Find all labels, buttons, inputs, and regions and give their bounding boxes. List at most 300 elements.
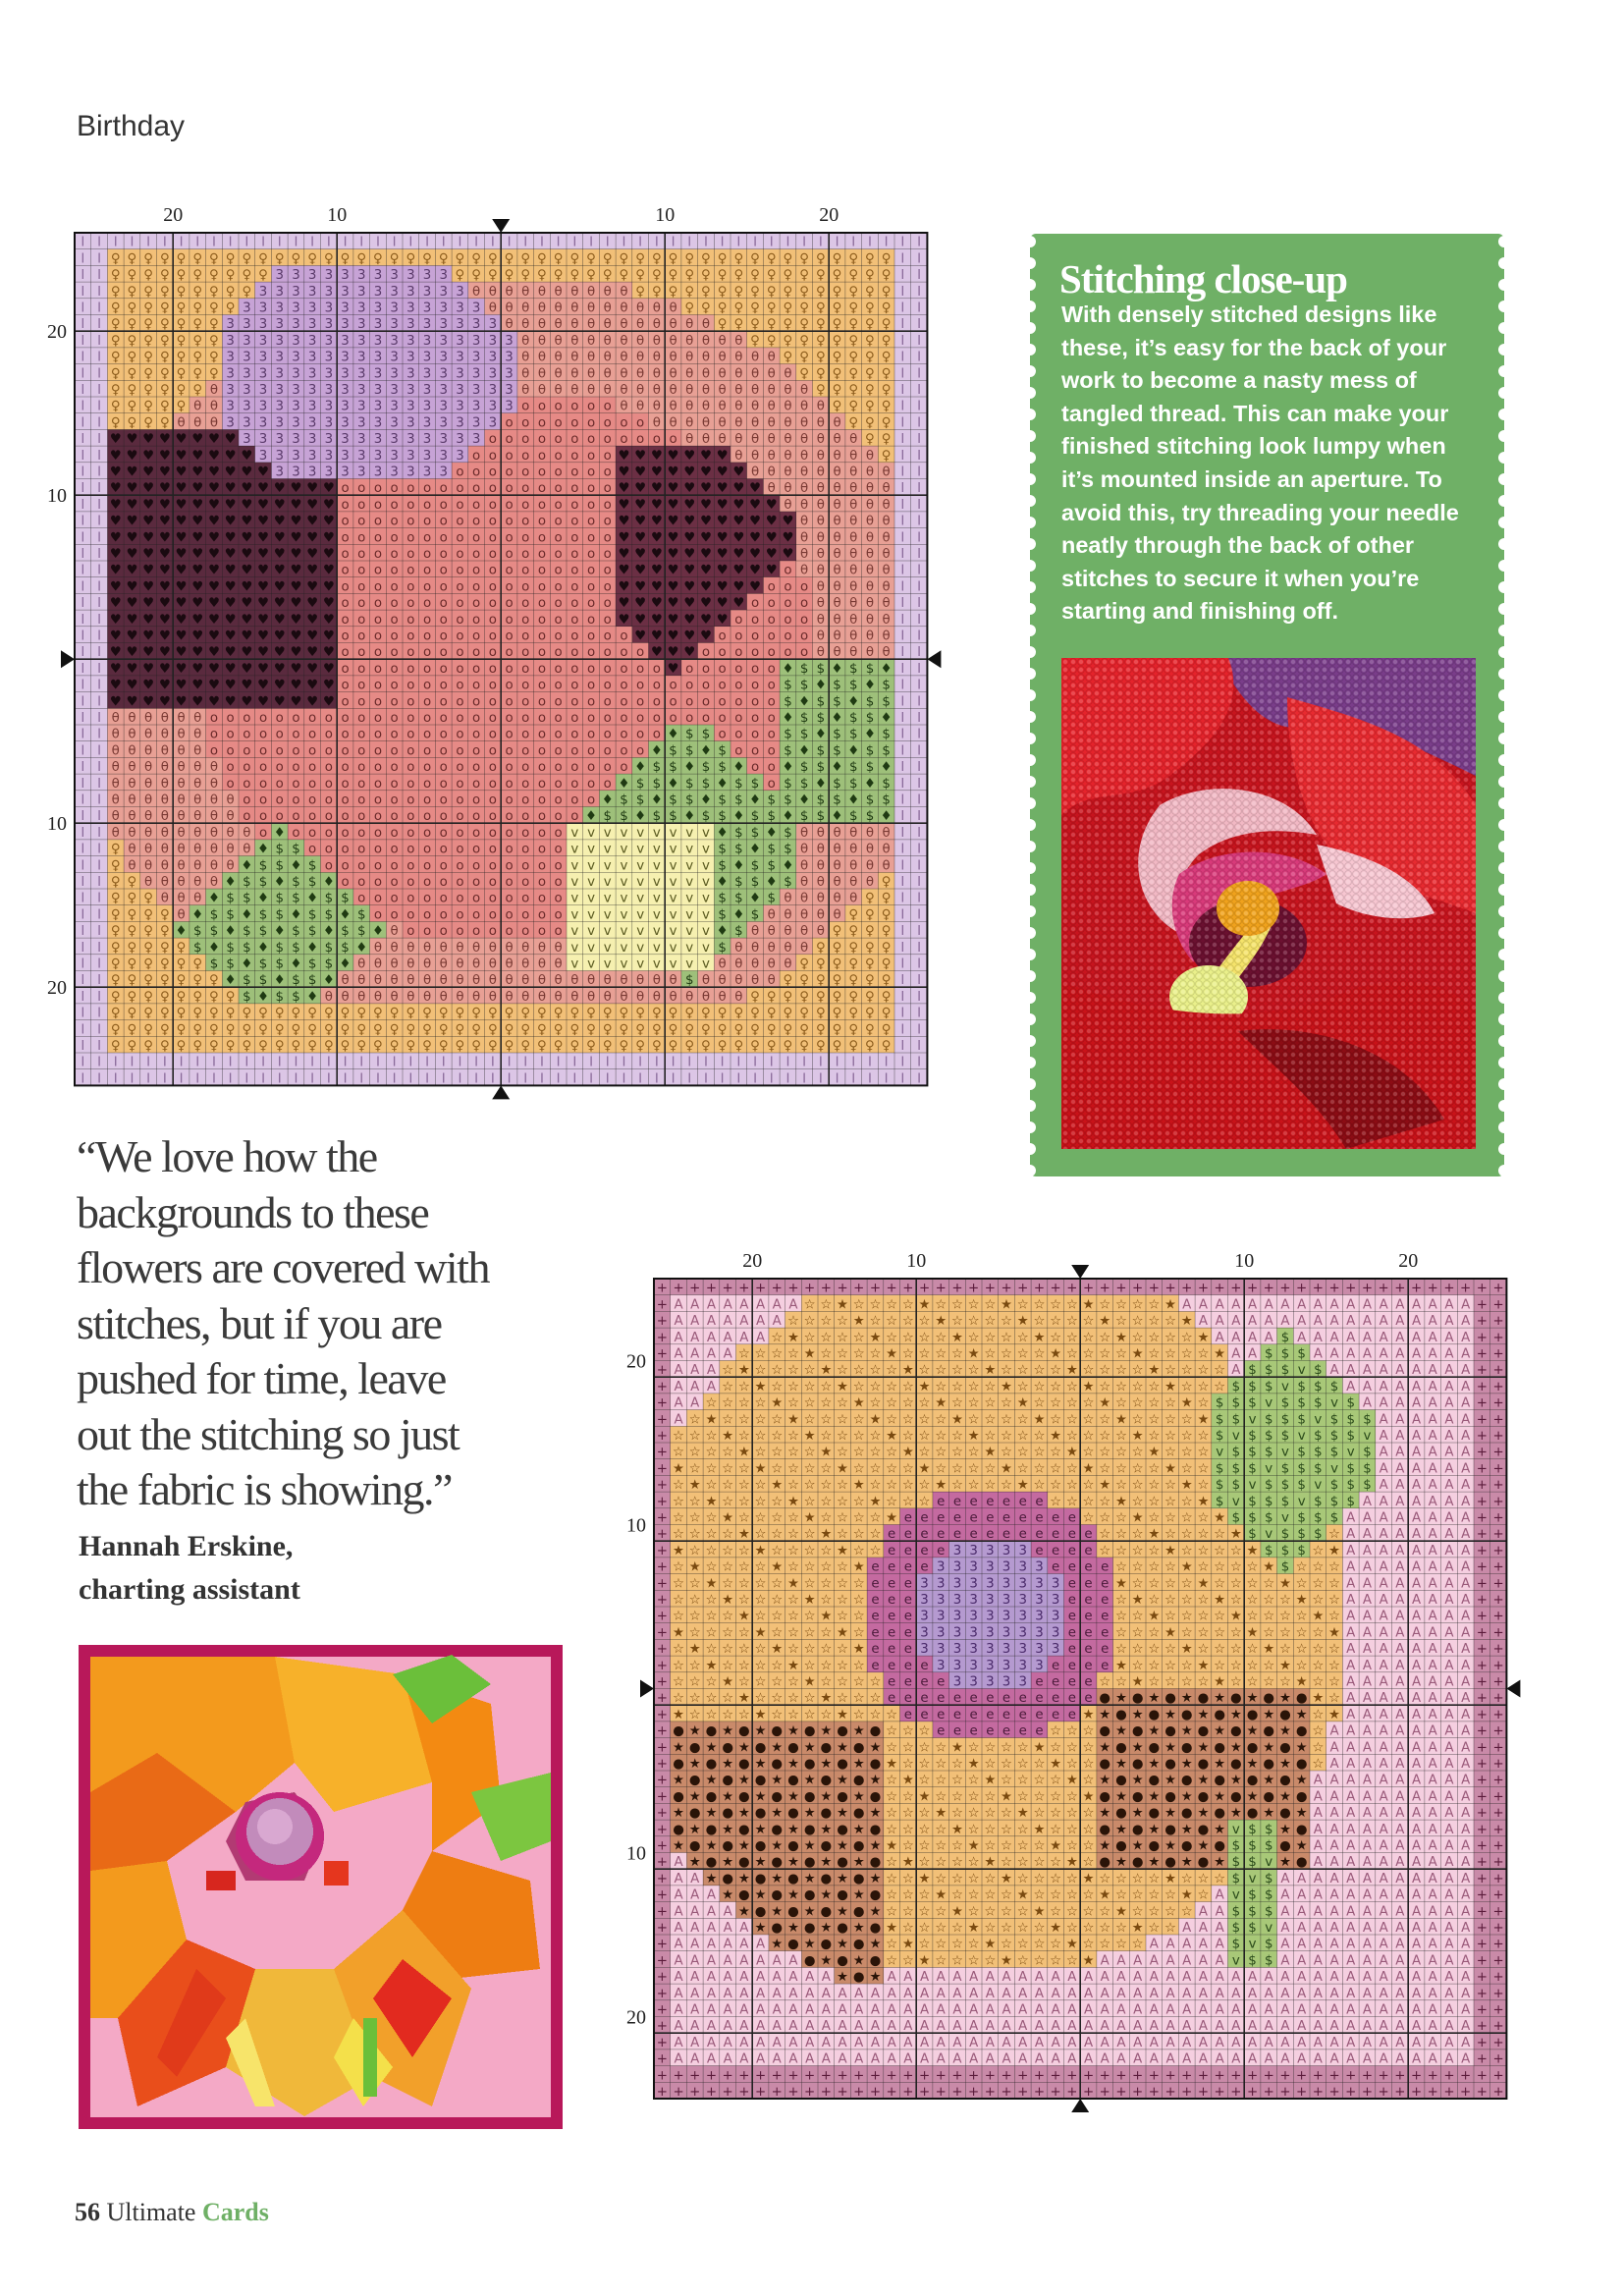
svg-text:o: o bbox=[226, 760, 235, 776]
svg-text:o: o bbox=[537, 629, 547, 644]
svg-text:I: I bbox=[900, 301, 905, 316]
svg-text:♀: ♀ bbox=[733, 284, 744, 300]
svg-text:♀: ♀ bbox=[783, 251, 793, 267]
svg-text:o: o bbox=[456, 842, 464, 857]
svg-text:o: o bbox=[390, 760, 399, 776]
svg-text:o: o bbox=[439, 481, 448, 497]
svg-text:o: o bbox=[488, 465, 497, 480]
svg-text:θ: θ bbox=[505, 284, 514, 300]
top-tick-label: 10 bbox=[906, 1250, 927, 1272]
svg-text:♥: ♥ bbox=[175, 629, 188, 644]
svg-text:o: o bbox=[505, 793, 514, 808]
closeup-photo-art bbox=[1061, 658, 1476, 1149]
svg-text:o: o bbox=[603, 514, 612, 529]
svg-text:3: 3 bbox=[324, 284, 334, 300]
svg-text:♥: ♥ bbox=[306, 530, 319, 546]
svg-text:♥: ♥ bbox=[158, 661, 171, 677]
svg-text:o: o bbox=[341, 661, 350, 677]
svg-text:I: I bbox=[917, 465, 922, 480]
svg-text:v: v bbox=[652, 842, 661, 857]
svg-text:θ: θ bbox=[865, 530, 875, 546]
svg-text:♀: ♀ bbox=[865, 301, 875, 316]
svg-text:3: 3 bbox=[439, 465, 448, 480]
svg-text:♥: ♥ bbox=[224, 546, 237, 562]
svg-text:o: o bbox=[456, 891, 464, 906]
svg-text:θ: θ bbox=[882, 842, 891, 857]
svg-text:$: $ bbox=[849, 727, 858, 742]
svg-text:$: $ bbox=[799, 710, 809, 726]
svg-text:♀: ♀ bbox=[881, 399, 892, 414]
closeup-line: avoid this, try threading your needle bbox=[1061, 499, 1459, 525]
svg-text:I: I bbox=[408, 235, 413, 250]
svg-text:o: o bbox=[406, 727, 415, 742]
svg-text:o: o bbox=[537, 694, 547, 710]
svg-text:$: $ bbox=[307, 924, 317, 940]
svg-text:♀: ♀ bbox=[733, 301, 744, 316]
svg-text:♥: ♥ bbox=[683, 497, 696, 513]
svg-text:$: $ bbox=[635, 776, 645, 792]
svg-text:o: o bbox=[341, 809, 350, 825]
svg-text:♥: ♥ bbox=[273, 563, 286, 578]
svg-text:o: o bbox=[258, 760, 268, 776]
svg-text:o: o bbox=[456, 661, 464, 677]
svg-text:o: o bbox=[521, 415, 530, 431]
svg-text:o: o bbox=[341, 678, 350, 693]
svg-text:o: o bbox=[390, 563, 399, 578]
svg-text:♥: ♥ bbox=[290, 579, 302, 595]
svg-text:θ: θ bbox=[865, 546, 875, 562]
svg-text:♥: ♥ bbox=[191, 448, 204, 464]
svg-text:o: o bbox=[554, 793, 563, 808]
svg-text:♥: ♥ bbox=[306, 546, 319, 562]
svg-text:o: o bbox=[701, 661, 711, 677]
svg-text:o: o bbox=[767, 776, 776, 792]
svg-text:θ: θ bbox=[586, 301, 596, 316]
svg-text:o: o bbox=[472, 891, 481, 906]
svg-text:o: o bbox=[439, 727, 448, 742]
svg-text:I: I bbox=[81, 645, 85, 661]
svg-text:o: o bbox=[718, 629, 727, 644]
svg-text:♥: ♥ bbox=[749, 546, 762, 562]
svg-text:♀: ♀ bbox=[865, 317, 875, 333]
svg-text:I: I bbox=[900, 579, 905, 595]
svg-text:♥: ♥ bbox=[191, 678, 204, 693]
closeup-line: neatly through the back of other bbox=[1061, 532, 1415, 559]
svg-text:o: o bbox=[603, 497, 612, 513]
svg-text:θ: θ bbox=[669, 317, 677, 333]
svg-text:θ: θ bbox=[177, 825, 186, 841]
svg-text:θ: θ bbox=[521, 301, 530, 316]
svg-text:3: 3 bbox=[488, 382, 498, 398]
svg-text:o: o bbox=[472, 596, 481, 612]
svg-text:o: o bbox=[521, 645, 530, 661]
svg-text:o: o bbox=[439, 776, 448, 792]
svg-text:♥: ♥ bbox=[290, 497, 302, 513]
svg-text:o: o bbox=[406, 891, 415, 906]
svg-text:o: o bbox=[570, 415, 579, 431]
svg-text:o: o bbox=[357, 612, 366, 628]
svg-text:♥: ♥ bbox=[306, 629, 319, 644]
svg-text:$: $ bbox=[635, 793, 645, 808]
svg-text:o: o bbox=[472, 874, 481, 890]
svg-text:♦: ♦ bbox=[863, 776, 876, 792]
svg-text:♦: ♦ bbox=[667, 727, 679, 742]
svg-text:I: I bbox=[802, 235, 807, 250]
svg-text:I: I bbox=[835, 235, 839, 250]
svg-text:o: o bbox=[390, 891, 399, 906]
svg-text:θ: θ bbox=[160, 874, 169, 890]
svg-text:3: 3 bbox=[422, 333, 432, 349]
svg-text:θ: θ bbox=[784, 366, 792, 382]
svg-text:o: o bbox=[537, 842, 547, 857]
svg-text:o: o bbox=[767, 727, 776, 742]
svg-text:♀: ♀ bbox=[783, 333, 793, 349]
svg-text:3: 3 bbox=[456, 301, 464, 316]
svg-text:♥: ♥ bbox=[142, 596, 155, 612]
svg-text:3: 3 bbox=[390, 465, 399, 480]
svg-text:o: o bbox=[554, 874, 563, 890]
svg-text:♦: ♦ bbox=[716, 924, 729, 940]
svg-text:θ: θ bbox=[849, 629, 858, 644]
svg-text:o: o bbox=[422, 793, 432, 808]
svg-text:♥: ♥ bbox=[683, 629, 696, 644]
svg-text:I: I bbox=[917, 710, 922, 726]
svg-text:3: 3 bbox=[275, 268, 284, 284]
svg-text:θ: θ bbox=[160, 793, 169, 808]
svg-text:♀: ♀ bbox=[487, 268, 498, 284]
svg-text:♀: ♀ bbox=[832, 366, 842, 382]
svg-text:θ: θ bbox=[800, 858, 809, 874]
svg-text:3: 3 bbox=[439, 350, 448, 365]
svg-text:θ: θ bbox=[537, 350, 547, 365]
svg-text:♀: ♀ bbox=[865, 382, 875, 398]
svg-text:I: I bbox=[900, 825, 905, 841]
svg-text:θ: θ bbox=[554, 284, 563, 300]
svg-text:3: 3 bbox=[307, 268, 317, 284]
closeup-line: finished stitching look lumpy when bbox=[1061, 433, 1446, 460]
svg-text:θ: θ bbox=[537, 333, 547, 349]
svg-text:o: o bbox=[570, 678, 579, 693]
svg-text:θ: θ bbox=[849, 825, 858, 841]
svg-text:o: o bbox=[685, 710, 694, 726]
svg-text:θ: θ bbox=[767, 448, 776, 464]
svg-text:♀: ♀ bbox=[602, 268, 613, 284]
svg-text:o: o bbox=[422, 596, 432, 612]
svg-text:3: 3 bbox=[456, 399, 464, 414]
svg-text:♀: ♀ bbox=[865, 399, 875, 414]
svg-text:I: I bbox=[900, 612, 905, 628]
svg-text:♀: ♀ bbox=[291, 251, 301, 267]
svg-text:♦: ♦ bbox=[880, 661, 893, 677]
svg-text:o: o bbox=[767, 661, 776, 677]
svg-text:θ: θ bbox=[865, 612, 875, 628]
svg-text:θ: θ bbox=[816, 563, 825, 578]
svg-text:o: o bbox=[292, 727, 300, 742]
svg-text:o: o bbox=[357, 743, 366, 759]
svg-text:o: o bbox=[439, 678, 448, 693]
svg-text:♦: ♦ bbox=[699, 743, 712, 759]
svg-text:♀: ♀ bbox=[881, 366, 892, 382]
svg-text:I: I bbox=[81, 546, 85, 562]
svg-text:o: o bbox=[439, 825, 448, 841]
svg-text:I: I bbox=[81, 514, 85, 529]
svg-text:θ: θ bbox=[784, 415, 792, 431]
svg-text:♥: ♥ bbox=[749, 563, 762, 578]
svg-text:$: $ bbox=[701, 776, 711, 792]
svg-text:I: I bbox=[81, 251, 85, 267]
svg-text:o: o bbox=[390, 612, 399, 628]
svg-text:3: 3 bbox=[357, 366, 366, 382]
svg-text:♥: ♥ bbox=[306, 497, 319, 513]
svg-text:3: 3 bbox=[341, 448, 350, 464]
svg-text:θ: θ bbox=[701, 350, 711, 365]
svg-text:$: $ bbox=[307, 874, 317, 890]
svg-text:♀: ♀ bbox=[159, 350, 170, 365]
svg-text:θ: θ bbox=[750, 382, 760, 398]
svg-text:$: $ bbox=[275, 842, 284, 857]
top-tick-label: 20 bbox=[819, 204, 839, 226]
svg-text:♦: ♦ bbox=[732, 907, 745, 923]
svg-text:I: I bbox=[81, 924, 85, 940]
svg-text:♀: ♀ bbox=[733, 317, 744, 333]
svg-text:o: o bbox=[505, 842, 514, 857]
svg-text:3: 3 bbox=[357, 333, 366, 349]
svg-text:θ: θ bbox=[128, 809, 136, 825]
svg-text:♥: ♥ bbox=[126, 629, 138, 644]
svg-text:o: o bbox=[488, 678, 497, 693]
svg-text:o: o bbox=[767, 743, 776, 759]
svg-text:v: v bbox=[620, 907, 628, 923]
svg-text:I: I bbox=[81, 366, 85, 382]
svg-text:o: o bbox=[603, 432, 612, 448]
svg-text:I: I bbox=[900, 710, 905, 726]
svg-text:θ: θ bbox=[603, 382, 612, 398]
svg-text:θ: θ bbox=[128, 760, 136, 776]
svg-text:3: 3 bbox=[357, 382, 366, 398]
svg-text:♥: ♥ bbox=[322, 645, 335, 661]
svg-text:$: $ bbox=[833, 694, 841, 710]
svg-text:$: $ bbox=[718, 809, 727, 825]
svg-text:♀: ♀ bbox=[865, 251, 875, 267]
quote-line: stitches, but if you are bbox=[77, 1297, 442, 1348]
svg-text:θ: θ bbox=[833, 448, 841, 464]
svg-text:o: o bbox=[308, 743, 317, 759]
svg-text:3: 3 bbox=[439, 301, 448, 316]
svg-text:I: I bbox=[81, 858, 85, 874]
svg-text:o: o bbox=[324, 842, 333, 857]
svg-text:o: o bbox=[521, 448, 530, 464]
svg-text:♥: ♥ bbox=[241, 596, 253, 612]
svg-text:v: v bbox=[620, 924, 628, 940]
svg-text:I: I bbox=[917, 399, 922, 414]
svg-text:o: o bbox=[521, 661, 530, 677]
svg-text:♥: ♥ bbox=[109, 661, 122, 677]
svg-text:o: o bbox=[456, 629, 464, 644]
svg-text:o: o bbox=[439, 710, 448, 726]
svg-text:♥: ♥ bbox=[650, 481, 663, 497]
svg-text:o: o bbox=[505, 694, 514, 710]
svg-text:$: $ bbox=[784, 727, 792, 742]
svg-text:♀: ♀ bbox=[717, 301, 728, 316]
svg-text:♦: ♦ bbox=[191, 907, 204, 923]
svg-text:θ: θ bbox=[111, 760, 120, 776]
svg-text:o: o bbox=[586, 596, 596, 612]
svg-text:3: 3 bbox=[275, 382, 284, 398]
svg-text:o: o bbox=[357, 809, 366, 825]
svg-text:$: $ bbox=[307, 858, 317, 874]
svg-text:♀: ♀ bbox=[865, 924, 875, 940]
svg-text:♥: ♥ bbox=[207, 612, 220, 628]
svg-text:3: 3 bbox=[275, 366, 284, 382]
svg-text:θ: θ bbox=[734, 382, 743, 398]
svg-text:♥: ♥ bbox=[126, 563, 138, 578]
svg-text:θ: θ bbox=[833, 842, 841, 857]
svg-text:I: I bbox=[179, 235, 184, 250]
svg-text:o: o bbox=[456, 793, 464, 808]
svg-text:θ: θ bbox=[734, 432, 743, 448]
svg-text:3: 3 bbox=[292, 366, 300, 382]
svg-text:♦: ♦ bbox=[798, 694, 811, 710]
svg-text:o: o bbox=[554, 432, 563, 448]
svg-text:o: o bbox=[357, 842, 366, 857]
svg-text:θ: θ bbox=[882, 612, 891, 628]
svg-text:♥: ♥ bbox=[618, 481, 630, 497]
svg-text:I: I bbox=[917, 612, 922, 628]
svg-text:♀: ♀ bbox=[635, 251, 646, 267]
svg-text:♥: ♥ bbox=[732, 530, 745, 546]
svg-text:♥: ♥ bbox=[175, 661, 188, 677]
svg-text:o: o bbox=[406, 563, 415, 578]
svg-text:o: o bbox=[472, 776, 481, 792]
sunflower-stitch-chart bbox=[619, 1242, 1532, 2146]
svg-text:θ: θ bbox=[685, 382, 694, 398]
svg-text:♥: ♥ bbox=[126, 612, 138, 628]
svg-text:♀: ♀ bbox=[127, 251, 137, 267]
svg-text:3: 3 bbox=[243, 366, 251, 382]
svg-text:♥: ♥ bbox=[667, 465, 679, 480]
svg-text:o: o bbox=[537, 710, 547, 726]
svg-text:θ: θ bbox=[193, 825, 202, 841]
svg-text:$: $ bbox=[292, 891, 300, 906]
svg-text:♥: ♥ bbox=[158, 514, 171, 529]
svg-text:$: $ bbox=[816, 809, 826, 825]
svg-text:o: o bbox=[570, 809, 579, 825]
svg-text:I: I bbox=[81, 399, 85, 414]
svg-text:♥: ♥ bbox=[109, 612, 122, 628]
svg-text:o: o bbox=[505, 891, 514, 906]
svg-text:3: 3 bbox=[275, 415, 284, 431]
svg-text:o: o bbox=[586, 710, 596, 726]
svg-text:♦: ♦ bbox=[880, 760, 893, 776]
svg-text:3: 3 bbox=[307, 465, 317, 480]
svg-text:θ: θ bbox=[750, 399, 760, 414]
svg-text:3: 3 bbox=[275, 301, 284, 316]
svg-text:o: o bbox=[537, 546, 547, 562]
svg-text:♥: ♥ bbox=[618, 596, 630, 612]
svg-text:♥: ♥ bbox=[109, 448, 122, 464]
svg-text:♀: ♀ bbox=[783, 350, 793, 365]
svg-text:♥: ♥ bbox=[207, 465, 220, 480]
svg-text:3: 3 bbox=[324, 382, 334, 398]
svg-text:♥: ♥ bbox=[322, 678, 335, 693]
svg-text:3: 3 bbox=[341, 399, 350, 414]
svg-text:♀: ♀ bbox=[832, 924, 842, 940]
svg-text:θ: θ bbox=[111, 809, 120, 825]
svg-text:♀: ♀ bbox=[865, 284, 875, 300]
svg-text:I: I bbox=[720, 235, 725, 250]
svg-text:θ: θ bbox=[849, 448, 858, 464]
svg-text:o: o bbox=[258, 727, 268, 742]
svg-text:o: o bbox=[505, 579, 514, 595]
svg-text:♥: ♥ bbox=[634, 629, 647, 644]
svg-text:v: v bbox=[701, 858, 710, 874]
svg-text:o: o bbox=[767, 612, 776, 628]
svg-text:o: o bbox=[652, 661, 661, 677]
svg-text:I: I bbox=[81, 793, 85, 808]
svg-text:3: 3 bbox=[226, 382, 235, 398]
svg-text:θ: θ bbox=[521, 333, 530, 349]
svg-text:♥: ♥ bbox=[290, 546, 302, 562]
svg-text:♥: ♥ bbox=[191, 596, 204, 612]
svg-text:I: I bbox=[900, 546, 905, 562]
svg-text:θ: θ bbox=[865, 497, 875, 513]
svg-text:♀: ♀ bbox=[110, 317, 121, 333]
svg-text:♥: ♥ bbox=[257, 546, 270, 562]
svg-text:θ: θ bbox=[603, 284, 612, 300]
svg-text:θ: θ bbox=[882, 546, 891, 562]
svg-text:o: o bbox=[472, 629, 481, 644]
svg-text:o: o bbox=[537, 563, 547, 578]
svg-text:θ: θ bbox=[128, 727, 136, 742]
svg-text:♥: ♥ bbox=[142, 661, 155, 677]
svg-text:♦: ♦ bbox=[618, 776, 630, 792]
svg-text:♥: ♥ bbox=[224, 629, 237, 644]
svg-text:3: 3 bbox=[439, 415, 448, 431]
svg-text:o: o bbox=[258, 776, 268, 792]
svg-text:♀: ♀ bbox=[143, 907, 154, 923]
svg-text:o: o bbox=[308, 809, 317, 825]
svg-text:3: 3 bbox=[456, 382, 464, 398]
svg-text:θ: θ bbox=[849, 842, 858, 857]
svg-text:3: 3 bbox=[243, 350, 251, 365]
svg-text:o: o bbox=[570, 546, 579, 562]
svg-text:♥: ♥ bbox=[650, 530, 663, 546]
svg-text:θ: θ bbox=[800, 530, 809, 546]
svg-text:θ: θ bbox=[570, 350, 579, 365]
svg-text:I: I bbox=[113, 235, 118, 250]
svg-text:θ: θ bbox=[750, 465, 760, 480]
svg-text:♥: ♥ bbox=[716, 612, 729, 628]
svg-text:♥: ♥ bbox=[126, 448, 138, 464]
svg-text:θ: θ bbox=[767, 481, 776, 497]
svg-text:θ: θ bbox=[816, 465, 825, 480]
svg-text:θ: θ bbox=[800, 382, 809, 398]
svg-text:o: o bbox=[439, 809, 448, 825]
svg-text:$: $ bbox=[816, 661, 826, 677]
svg-text:o: o bbox=[390, 825, 399, 841]
svg-text:θ: θ bbox=[865, 465, 875, 480]
svg-text:o: o bbox=[373, 612, 383, 628]
svg-text:♀: ♀ bbox=[176, 301, 187, 316]
svg-text:o: o bbox=[406, 514, 415, 529]
svg-text:♀: ♀ bbox=[783, 301, 793, 316]
svg-text:♀: ♀ bbox=[127, 891, 137, 906]
svg-text:3: 3 bbox=[258, 366, 268, 382]
svg-text:v: v bbox=[685, 874, 694, 890]
svg-text:♥: ♥ bbox=[175, 546, 188, 562]
svg-text:I: I bbox=[81, 727, 85, 742]
svg-text:o: o bbox=[472, 924, 481, 940]
